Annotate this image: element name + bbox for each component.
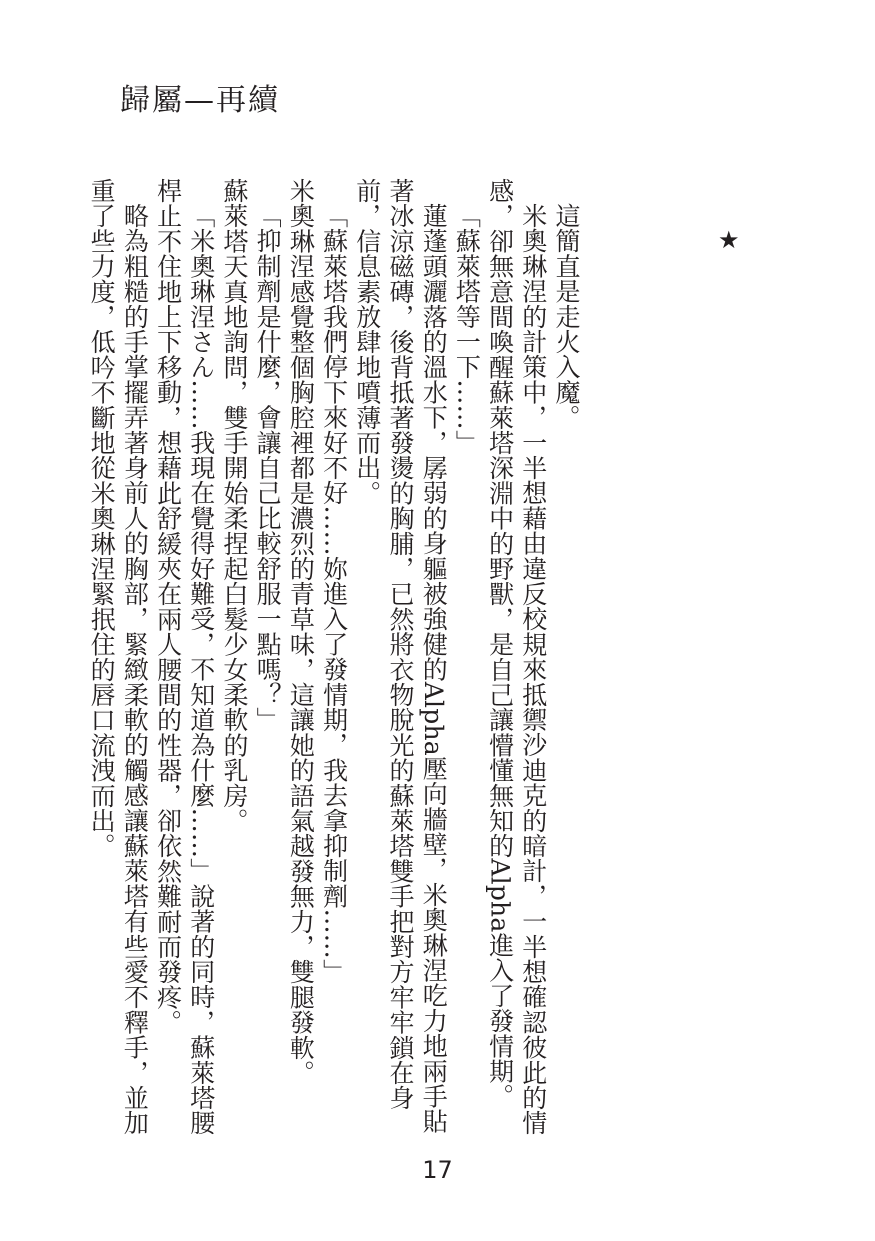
vertical-body-text <box>85 178 583 1138</box>
paragraph: 「蘇萊塔等一下……」 <box>452 203 482 455</box>
running-title: 歸屬—再續 <box>120 83 280 118</box>
paragraph: 米奧琳涅的計策中，一半想藉由違反校規來抵禦沙迪克的暗計，一半想確認彼此的情感，卻無意間喚醒蘇萊塔深淵中的野獸，是自己讓懵懂無知的Alpha進入了發情期。 <box>485 178 548 1136</box>
paragraph: 「米奧琳涅さん……我現在覺得好難受，不知道為什麼……」說著的同時，蘇萊塔腰桿止不住地上下移動，想藉此舒緩夾在兩人腰間的性器，卻依然難耐而發疼。 <box>153 178 216 1136</box>
page-number: 17 <box>422 1156 453 1184</box>
paragraph: 「蘇萊塔我們停下來好不好……妳進入了發情期，我去拿抑制劑……」 <box>319 203 349 985</box>
paragraph: 蓮蓬頭灑落的溫水下，孱弱的身軀被強健的Alpha壓向牆壁，米奧琳涅吃力地兩手貼著冰涼磁磚，後背抵著發燙的胸脯，已然將衣物脫光的蘇萊塔雙手把對方牢牢鎖在身前，信息素放肆地噴薄而出。 <box>352 178 449 1134</box>
paragraph: 「抑制劑是什麼，會讓自己比較舒服一點嗎？」 <box>253 203 283 733</box>
paragraph: 蘇萊塔天真地詢問，雙手開始柔捏起白髮少女柔軟的乳房。 <box>219 178 249 834</box>
section-break-star-icon: ★ <box>718 226 740 254</box>
paragraph: 這簡直是走火入魔。 <box>552 203 581 430</box>
paragraph: 略為粗糙的手掌擺弄著身前人的胸部，緊緻柔軟的觸感讓蘇萊塔有些愛不釋手，並加重了些力度，低吟不斷地從米奧琳涅緊抿住的唇口流洩而出。 <box>87 178 150 1136</box>
paragraph: 米奧琳涅感覺整個胸腔裡都是濃烈的青草味，這讓她的語氣越發無力，雙腿發軟。 <box>286 178 316 1086</box>
